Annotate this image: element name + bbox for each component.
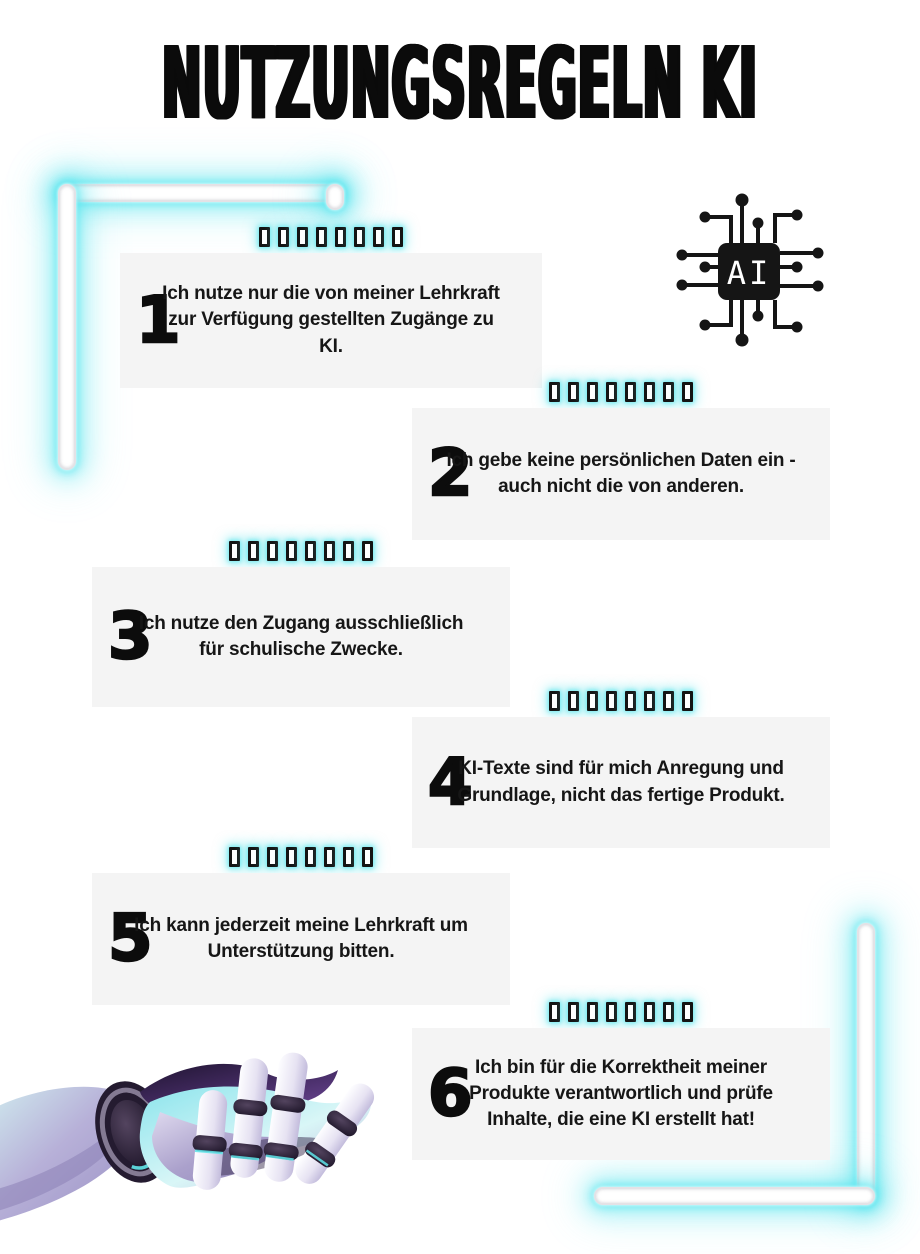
rule-box (412, 1028, 830, 1160)
deco-tick (568, 382, 579, 402)
deco-tick (625, 1002, 636, 1022)
robot-hand-image (0, 1040, 395, 1254)
neon-tube-vertical (857, 923, 875, 1205)
deco-tick (549, 382, 560, 402)
deco-tick (362, 541, 373, 561)
rule-2 (412, 408, 830, 540)
deco-tick (297, 227, 308, 247)
deco-tick (259, 227, 270, 247)
deco-tick (663, 1002, 674, 1022)
deco-tick-row (92, 541, 510, 561)
deco-tick (305, 847, 316, 867)
deco-tick (343, 847, 354, 867)
deco-tick (267, 541, 278, 561)
rule-text: Ich kann jederzeit meine Lehrkraft um Unterstützung bitten. (134, 914, 468, 962)
deco-tick-row (412, 1002, 830, 1022)
rule-box (412, 717, 830, 848)
rule-3 (92, 567, 510, 707)
page-title: NUTZUNGSREGELN KI (161, 25, 759, 142)
deco-tick (324, 847, 335, 867)
rule-number: 2 (428, 437, 473, 511)
deco-tick (644, 1002, 655, 1022)
deco-tick (644, 691, 655, 711)
rule-number: 4 (428, 745, 473, 820)
deco-tick-row (92, 847, 510, 867)
deco-tick (229, 847, 240, 867)
rule-box (120, 253, 542, 388)
rule-box (92, 567, 510, 707)
rule-number: 6 (428, 1057, 473, 1131)
deco-tick (549, 1002, 560, 1022)
deco-tick (568, 691, 579, 711)
rule-4 (412, 717, 830, 848)
deco-tick (587, 1002, 598, 1022)
deco-tick (644, 382, 655, 402)
deco-tick (343, 541, 354, 561)
deco-tick (568, 1002, 579, 1022)
deco-tick (354, 227, 365, 247)
deco-tick (682, 1002, 693, 1022)
rule-text: KI-Texte sind für mich Anregung und Grundlage, nicht das fertige Produkt. (457, 758, 785, 806)
rule-box (412, 408, 830, 540)
deco-tick (229, 541, 240, 561)
deco-tick (663, 382, 674, 402)
deco-tick (335, 227, 346, 247)
rule-box (92, 873, 510, 1005)
deco-tick (324, 541, 335, 561)
rule-1 (120, 253, 542, 388)
rule-number: 5 (108, 902, 153, 976)
deco-tick (682, 691, 693, 711)
rule-text: Ich nutze den Zugang ausschließlich für schulische Zwecke. (138, 612, 464, 660)
rule-number: 1 (136, 283, 181, 358)
deco-tick (305, 541, 316, 561)
deco-tick (606, 691, 617, 711)
deco-tick (248, 847, 259, 867)
deco-tick (316, 227, 327, 247)
neon-tube-vertical (58, 184, 76, 470)
rule-6 (412, 1028, 830, 1160)
rule-text: Ich nutze nur die von meiner Lehrkraft zur Verfügung gestellten Zugänge zu KI. (162, 283, 500, 357)
rule-text: Ich bin für die Korrektheit meiner Produkte verantwortlich und prüfe Inhalte, die eine KI erstellt hat! (469, 1056, 773, 1131)
deco-tick (362, 847, 373, 867)
rule-5 (92, 873, 510, 1005)
neon-tube-hook (326, 184, 344, 210)
deco-tick (278, 227, 289, 247)
neon-tube-horizontal (594, 1187, 875, 1205)
deco-tick (625, 691, 636, 711)
deco-tick (682, 382, 693, 402)
deco-tick (549, 691, 560, 711)
deco-tick (373, 227, 384, 247)
ai-chip-icon (663, 186, 841, 354)
deco-tick (606, 382, 617, 402)
deco-tick-row (120, 227, 542, 247)
rule-text: Ich gebe keine persönlichen Daten ein - auch nicht die von anderen. (446, 449, 796, 497)
deco-tick (286, 541, 297, 561)
neon-tube-horizontal (58, 184, 344, 202)
rule-number: 3 (108, 600, 153, 674)
ai-chip-label: AI (726, 254, 772, 292)
deco-tick (663, 691, 674, 711)
deco-tick (248, 541, 259, 561)
deco-tick (625, 382, 636, 402)
page-title-wrap (0, 24, 920, 144)
deco-tick (606, 1002, 617, 1022)
deco-tick-row (412, 691, 830, 711)
deco-tick (587, 691, 598, 711)
deco-tick (267, 847, 278, 867)
deco-tick-row (412, 382, 830, 402)
deco-tick (587, 382, 598, 402)
deco-tick (392, 227, 403, 247)
deco-tick (286, 847, 297, 867)
